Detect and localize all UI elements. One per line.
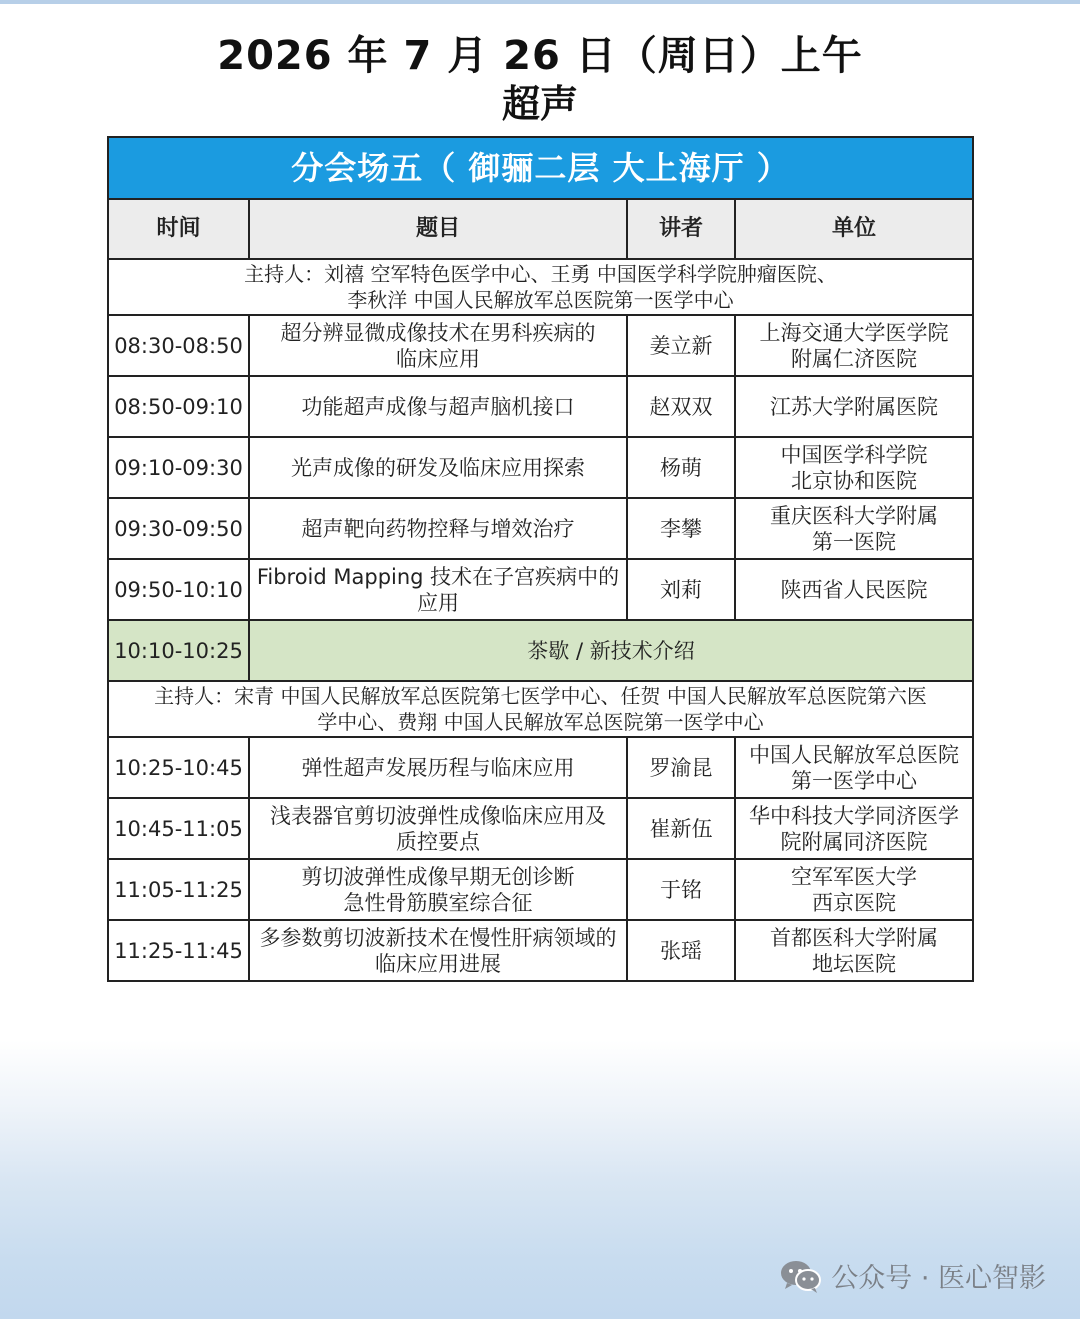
unit-line: 西京医院 — [812, 890, 896, 915]
schedule-table — [107, 136, 974, 982]
session-time: 09:10-09:30 — [108, 437, 249, 498]
session-unit — [735, 437, 973, 498]
topic-line: 弹性超声发展历程与临床应用 — [301, 755, 575, 780]
wechat-icon — [779, 1258, 823, 1294]
unit-line: 重庆医科大学附属 — [770, 503, 938, 528]
topic-line: 超分辨显微成像技术在男科疾病的 — [280, 320, 596, 345]
topic-line: 质控要点 — [396, 829, 480, 854]
topic-line: 应用 — [417, 590, 459, 615]
session-topic — [249, 737, 627, 798]
session-time: 10:25-10:45 — [108, 737, 249, 798]
topic-line: 临床应用 — [396, 346, 480, 371]
unit-line: 陕西省人民医院 — [780, 577, 928, 602]
session-unit — [735, 498, 973, 559]
topic-line: 多参数剪切波新技术在慢性肝病领域的 — [259, 925, 617, 950]
session-time: 09:30-09:50 — [108, 498, 249, 559]
session-time: 11:25-11:45 — [108, 920, 249, 981]
column-header-speaker: 讲者 — [627, 199, 735, 259]
topic-line: Fibroid Mapping 技术在子宫疾病中的 — [256, 564, 620, 589]
session-topic — [249, 559, 627, 620]
unit-line: 附属仁济医院 — [791, 346, 917, 371]
unit-line: 院附属同济医院 — [780, 829, 928, 854]
session-unit — [735, 315, 973, 376]
topic-line: 超声靶向药物控释与增效治疗 — [301, 516, 575, 541]
page-subtitle: 超声 — [501, 82, 578, 126]
table-row — [108, 920, 973, 981]
session-speaker: 刘莉 — [627, 559, 735, 620]
unit-line: 第一医院 — [812, 529, 896, 554]
unit-line: 空军军医大学 — [791, 864, 917, 889]
session-time: 08:30-08:50 — [108, 315, 249, 376]
topic-line: 急性骨筋膜室综合征 — [343, 890, 533, 915]
break-time: 10:10-10:25 — [108, 620, 249, 681]
host-row — [108, 681, 973, 737]
session-topic — [249, 315, 627, 376]
session-speaker: 崔新伍 — [627, 798, 735, 859]
footer-text: 公众号 · 医心智影 — [831, 1263, 1046, 1294]
table-row — [108, 376, 973, 437]
column-header-topic: 题目 — [249, 199, 627, 259]
topic-line: 剪切波弹性成像早期无创诊断 — [301, 864, 575, 889]
column-header-unit: 单位 — [735, 199, 973, 259]
session-topic — [249, 376, 627, 437]
host-info — [108, 681, 973, 737]
table-row — [108, 498, 973, 559]
session-unit — [735, 737, 973, 798]
session-unit — [735, 920, 973, 981]
table-row — [108, 737, 973, 798]
unit-line: 江苏大学附属医院 — [770, 394, 938, 419]
session-speaker: 杨萌 — [627, 437, 735, 498]
session-unit — [735, 859, 973, 920]
table-row — [108, 437, 973, 498]
venue-row — [108, 137, 973, 199]
table-row — [108, 559, 973, 620]
session-time: 11:05-11:25 — [108, 859, 249, 920]
session-speaker: 罗渝昆 — [627, 737, 735, 798]
top-accent-strip — [0, 0, 1080, 4]
session-speaker: 姜立新 — [627, 315, 735, 376]
break-row — [108, 620, 973, 681]
unit-line: 上海交通大学医学院 — [759, 320, 949, 345]
topic-line: 功能超声成像与超声脑机接口 — [301, 394, 575, 419]
session-speaker: 张瑶 — [627, 920, 735, 981]
session-time: 08:50-09:10 — [108, 376, 249, 437]
topic-line: 浅表器官剪切波弹性成像临床应用及 — [270, 803, 606, 828]
unit-line: 北京协和医院 — [791, 468, 917, 493]
page-title: 2026 年 7 月 26 日（周日）上午 — [217, 33, 863, 79]
session-topic — [249, 798, 627, 859]
footer-watermark — [779, 1256, 1046, 1295]
session-unit — [735, 376, 973, 437]
unit-line: 第一医学中心 — [791, 768, 917, 793]
unit-line: 地坛医院 — [812, 951, 896, 976]
session-topic — [249, 859, 627, 920]
session-speaker: 于铭 — [627, 859, 735, 920]
session-speaker: 李攀 — [627, 498, 735, 559]
table-header-row — [108, 199, 973, 259]
table-row — [108, 315, 973, 376]
host-line: 李秋洋 中国人民解放军总医院第一医学中心 — [347, 288, 734, 312]
host-line: 主持人：宋青 中国人民解放军总医院第七医学中心、任贺 中国人民解放军总医院第六医 — [154, 684, 927, 708]
host-row — [108, 259, 973, 315]
session-topic — [249, 437, 627, 498]
table-row — [108, 798, 973, 859]
session-topic — [249, 498, 627, 559]
unit-line: 中国医学科学院 — [780, 442, 928, 467]
venue-title: 分会场五（ 御骊二层 大上海厅 ） — [108, 137, 973, 199]
host-line: 主持人：刘禧 空军特色医学中心、王勇 中国医学科学院肿瘤医院、 — [244, 262, 837, 286]
session-time: 10:45-11:05 — [108, 798, 249, 859]
host-info — [108, 259, 973, 315]
table-row — [108, 859, 973, 920]
session-topic — [249, 920, 627, 981]
topic-line: 光声成像的研发及临床应用探索 — [291, 455, 585, 480]
topic-line: 临床应用进展 — [375, 951, 501, 976]
session-speaker: 赵双双 — [627, 376, 735, 437]
host-line: 学中心、费翔 中国人民解放军总医院第一医学中心 — [317, 710, 764, 734]
column-header-time: 时间 — [108, 199, 249, 259]
session-unit — [735, 559, 973, 620]
break-label: 茶歇 / 新技术介绍 — [249, 620, 973, 681]
session-unit — [735, 798, 973, 859]
unit-line: 首都医科大学附属 — [770, 925, 938, 950]
unit-line: 华中科技大学同济医学 — [749, 803, 959, 828]
session-time: 09:50-10:10 — [108, 559, 249, 620]
unit-line: 中国人民解放军总医院 — [749, 742, 959, 767]
